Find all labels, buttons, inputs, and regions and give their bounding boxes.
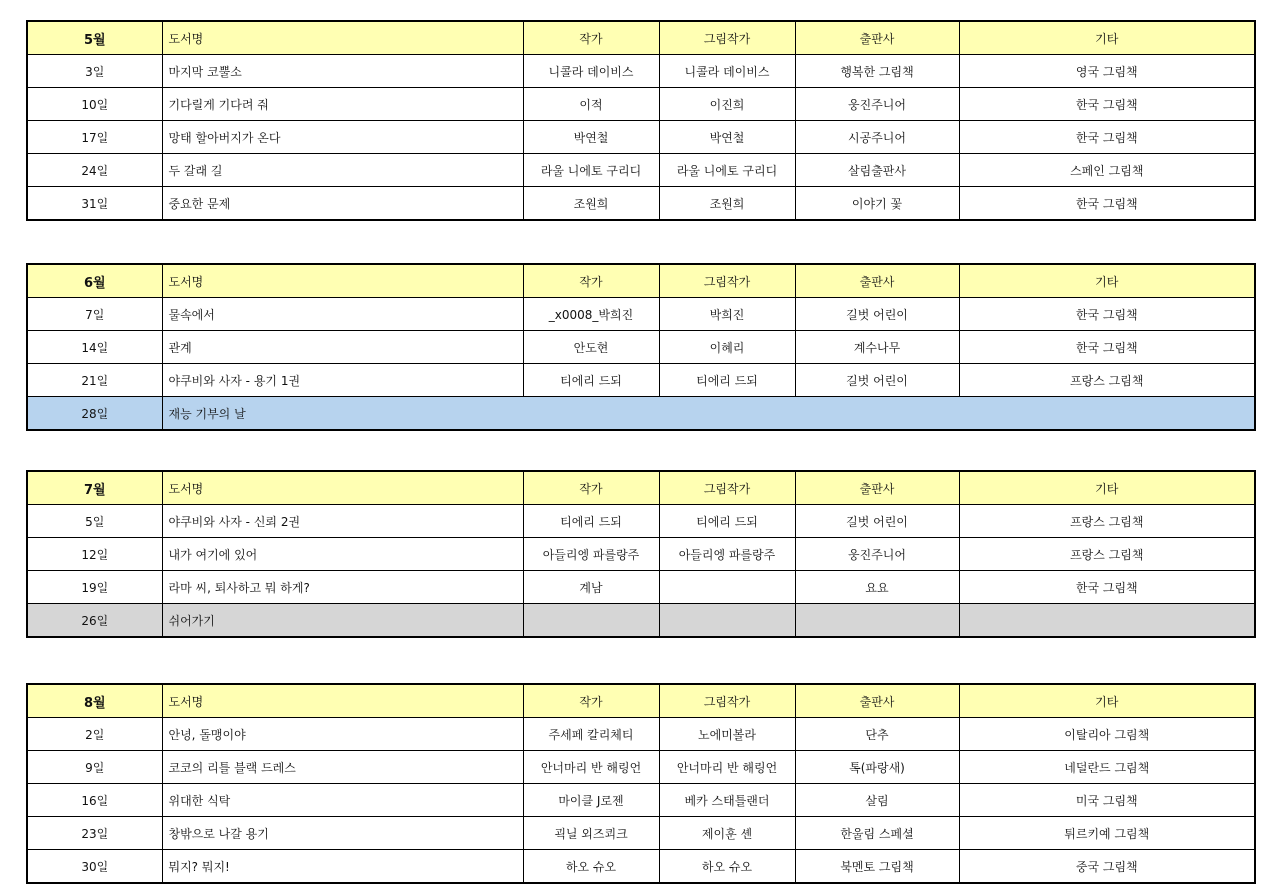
- note-cell: 한국 그림책: [959, 331, 1255, 364]
- publisher-cell: 계수나무: [795, 331, 959, 364]
- month-table: [26, 20, 1256, 221]
- title-cell: 관계: [162, 331, 523, 364]
- day-cell: 31일: [27, 187, 162, 221]
- illustrator-cell: 노에미볼라: [659, 718, 795, 751]
- header-title: 도서명: [162, 471, 523, 505]
- illustrator-cell: 아들리엥 파를랑주: [659, 538, 795, 571]
- header-author: 작가: [523, 21, 659, 55]
- table-row: [27, 538, 1255, 571]
- author-cell: 라울 니에토 구리디: [523, 154, 659, 187]
- day-cell: 9일: [27, 751, 162, 784]
- illustrator-cell: 조원희: [659, 187, 795, 221]
- illustrator-cell: 베카 스태틀랜더: [659, 784, 795, 817]
- publisher-cell: 톡(파랑새): [795, 751, 959, 784]
- illustrator-cell: 박연철: [659, 121, 795, 154]
- header-title: 도서명: [162, 21, 523, 55]
- note-cell: 이탈리아 그림책: [959, 718, 1255, 751]
- title-cell: 쉬어가기: [162, 604, 523, 638]
- day-cell: 2일: [27, 718, 162, 751]
- title-cell: 안녕, 돌맹이야: [162, 718, 523, 751]
- illustrator-cell: 하오 슈오: [659, 850, 795, 884]
- note-cell: 한국 그림책: [959, 121, 1255, 154]
- header-publisher: 출판사: [795, 684, 959, 718]
- header-publisher: 출판사: [795, 21, 959, 55]
- publisher-cell: 한울림 스페셜: [795, 817, 959, 850]
- title-cell: 물속에서: [162, 298, 523, 331]
- day-cell: 23일: [27, 817, 162, 850]
- note-cell: 한국 그림책: [959, 298, 1255, 331]
- table-row: [27, 751, 1255, 784]
- table-row: [27, 154, 1255, 187]
- header-illustrator: 그림작가: [659, 471, 795, 505]
- publisher-cell: 길벗 어린이: [795, 505, 959, 538]
- header-author: 작가: [523, 471, 659, 505]
- publisher-cell: 길벗 어린이: [795, 364, 959, 397]
- author-cell: 이적: [523, 88, 659, 121]
- header-illustrator: 그림작가: [659, 21, 795, 55]
- title-cell: 야쿠비와 사자 - 신뢰 2권: [162, 505, 523, 538]
- publisher-cell: 웅진주니어: [795, 88, 959, 121]
- header-row: [27, 471, 1255, 505]
- author-cell: _x0008_박희진: [523, 298, 659, 331]
- illustrator-cell: 안너마리 반 해링언: [659, 751, 795, 784]
- table-row: [27, 850, 1255, 884]
- publisher-cell: 길벗 어린이: [795, 298, 959, 331]
- title-cell: 마지막 코뿔소: [162, 55, 523, 88]
- month-label: 7월: [27, 471, 162, 505]
- day-cell: 12일: [27, 538, 162, 571]
- author-cell: 티에리 드되: [523, 505, 659, 538]
- day-cell: 5일: [27, 505, 162, 538]
- month-table: [26, 470, 1256, 638]
- illustrator-cell: 박희진: [659, 298, 795, 331]
- table-row: [27, 505, 1255, 538]
- month-table: [26, 683, 1256, 884]
- title-cell: 뭐지? 뭐지!: [162, 850, 523, 884]
- table-row: [27, 55, 1255, 88]
- note-cell: 미국 그림책: [959, 784, 1255, 817]
- month-label: 8월: [27, 684, 162, 718]
- author-cell: 아들리엥 파를랑주: [523, 538, 659, 571]
- header-note: 기타: [959, 684, 1255, 718]
- title-cell: 창밖으로 나갈 용기: [162, 817, 523, 850]
- publisher-cell: 북멘토 그림책: [795, 850, 959, 884]
- table-row: [27, 187, 1255, 221]
- note-cell: 한국 그림책: [959, 571, 1255, 604]
- month-label: 5월: [27, 21, 162, 55]
- author-cell: 안도현: [523, 331, 659, 364]
- table-row: [27, 88, 1255, 121]
- title-cell: 라마 씨, 퇴사하고 뭐 하게?: [162, 571, 523, 604]
- illustrator-cell: [659, 571, 795, 604]
- table-row: [27, 331, 1255, 364]
- author-cell: 계남: [523, 571, 659, 604]
- note-cell: [959, 604, 1255, 638]
- author-cell: 박연철: [523, 121, 659, 154]
- header-author: 작가: [523, 264, 659, 298]
- publisher-cell: 행복한 그림책: [795, 55, 959, 88]
- header-title: 도서명: [162, 684, 523, 718]
- note-cell: 영국 그림책: [959, 55, 1255, 88]
- month-table: [26, 263, 1256, 431]
- day-cell: 14일: [27, 331, 162, 364]
- illustrator-cell: 티에리 드되: [659, 364, 795, 397]
- day-cell: 7일: [27, 298, 162, 331]
- publisher-cell: 살림: [795, 784, 959, 817]
- title-cell: 위대한 식탁: [162, 784, 523, 817]
- illustrator-cell: 이진희: [659, 88, 795, 121]
- day-cell: 17일: [27, 121, 162, 154]
- publisher-cell: [795, 604, 959, 638]
- day-cell: 28일: [27, 397, 162, 431]
- author-cell: 티에리 드되: [523, 364, 659, 397]
- header-author: 작가: [523, 684, 659, 718]
- note-cell: 스페인 그림책: [959, 154, 1255, 187]
- day-cell: 3일: [27, 55, 162, 88]
- table-row: [27, 397, 1255, 431]
- month-label: 6월: [27, 264, 162, 298]
- title-cell: 중요한 문제: [162, 187, 523, 221]
- day-cell: 24일: [27, 154, 162, 187]
- author-cell: 마이클 J로젠: [523, 784, 659, 817]
- note-cell: 프랑스 그림책: [959, 538, 1255, 571]
- illustrator-cell: 니콜라 데이비스: [659, 55, 795, 88]
- title-cell: 재능 기부의 날: [162, 397, 1255, 431]
- table-row: [27, 784, 1255, 817]
- illustrator-cell: 라울 니에토 구리디: [659, 154, 795, 187]
- header-publisher: 출판사: [795, 471, 959, 505]
- day-cell: 19일: [27, 571, 162, 604]
- table-row: [27, 718, 1255, 751]
- illustrator-cell: 티에리 드되: [659, 505, 795, 538]
- day-cell: 10일: [27, 88, 162, 121]
- header-row: [27, 684, 1255, 718]
- day-cell: 16일: [27, 784, 162, 817]
- note-cell: 한국 그림책: [959, 187, 1255, 221]
- title-cell: 기다릴게 기다려 줘: [162, 88, 523, 121]
- author-cell: 안너마리 반 해링언: [523, 751, 659, 784]
- publisher-cell: 단추: [795, 718, 959, 751]
- header-note: 기타: [959, 264, 1255, 298]
- author-cell: 하오 슈오: [523, 850, 659, 884]
- publisher-cell: 요요: [795, 571, 959, 604]
- header-illustrator: 그림작가: [659, 264, 795, 298]
- author-cell: 조원희: [523, 187, 659, 221]
- publisher-cell: 이야기 꽃: [795, 187, 959, 221]
- header-note: 기타: [959, 21, 1255, 55]
- header-row: [27, 264, 1255, 298]
- illustrator-cell: 제이훈 셴: [659, 817, 795, 850]
- note-cell: 프랑스 그림책: [959, 364, 1255, 397]
- table-row: [27, 571, 1255, 604]
- illustrator-cell: [659, 604, 795, 638]
- day-cell: 21일: [27, 364, 162, 397]
- title-cell: 망태 할아버지가 온다: [162, 121, 523, 154]
- day-cell: 30일: [27, 850, 162, 884]
- table-row: [27, 298, 1255, 331]
- note-cell: 프랑스 그림책: [959, 505, 1255, 538]
- author-cell: 괵닐 외즈쾨크: [523, 817, 659, 850]
- author-cell: 니콜라 데이비스: [523, 55, 659, 88]
- header-note: 기타: [959, 471, 1255, 505]
- header-title: 도서명: [162, 264, 523, 298]
- header-row: [27, 21, 1255, 55]
- header-illustrator: 그림작가: [659, 684, 795, 718]
- author-cell: 주세페 칼리체티: [523, 718, 659, 751]
- title-cell: 두 갈래 길: [162, 154, 523, 187]
- day-cell: 26일: [27, 604, 162, 638]
- illustrator-cell: 이혜리: [659, 331, 795, 364]
- publisher-cell: 웅진주니어: [795, 538, 959, 571]
- table-row: [27, 364, 1255, 397]
- title-cell: 코코의 리틀 블랙 드레스: [162, 751, 523, 784]
- title-cell: 내가 여기에 있어: [162, 538, 523, 571]
- publisher-cell: 시공주니어: [795, 121, 959, 154]
- table-row: [27, 817, 1255, 850]
- table-row: [27, 121, 1255, 154]
- publisher-cell: 살림출판사: [795, 154, 959, 187]
- author-cell: [523, 604, 659, 638]
- note-cell: 중국 그림책: [959, 850, 1255, 884]
- header-publisher: 출판사: [795, 264, 959, 298]
- note-cell: 한국 그림책: [959, 88, 1255, 121]
- title-cell: 야쿠비와 사자 - 용기 1권: [162, 364, 523, 397]
- note-cell: 튀르키예 그림책: [959, 817, 1255, 850]
- note-cell: 네덜란드 그림책: [959, 751, 1255, 784]
- table-row: [27, 604, 1255, 638]
